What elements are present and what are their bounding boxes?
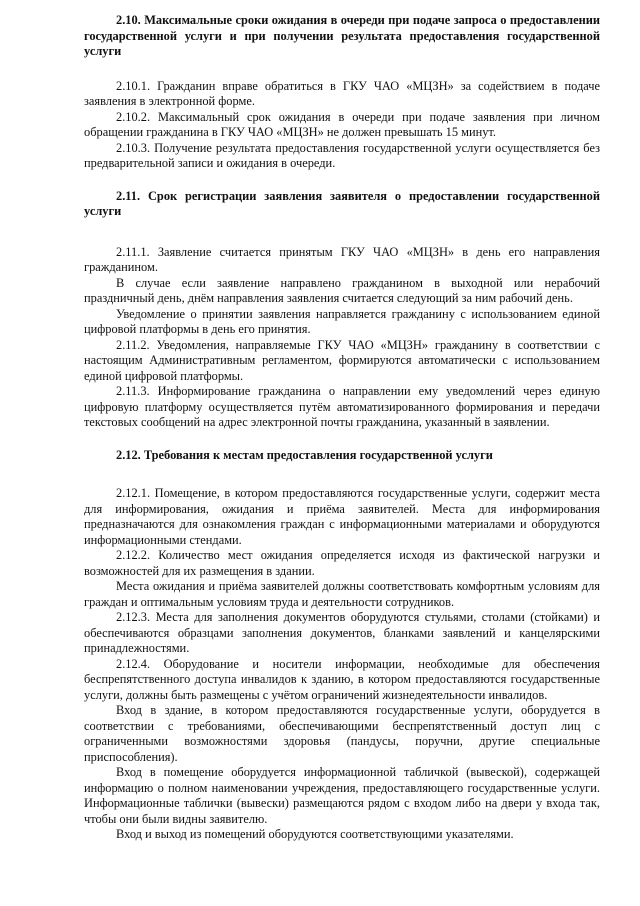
paragraph-2-12-3: 2.12.3. Места для заполнения документов оборудуются стульями, столами (стойками) и обеспечиваются образцами заполнения документов, бланками заявлений и канцелярскими принадлежностями. [84,610,600,655]
section-2-12-title: 2.12. Требования к местам предоставления государственной услуги [116,447,493,462]
paragraph-2-12-2: 2.12.2. Количество мест ожидания определяется исходя из фактической нагрузки и возможностей для их размещения в здании. [84,548,600,578]
section-2-11-title: 2.11. Срок регистрации заявления заявителя о предоставлении государственной услуги [84,188,600,218]
paragraph-2-11-1: 2.11.1. Заявление считается принятым ГКУ ЧАО «МЦЗН» в день его направления гражданином. [84,244,600,274]
paragraph-2-11-2: 2.11.2. Уведомления, направляемые ГКУ ЧАО «МЦЗН» гражданину в соответствии с настоящим Административным регламентом, формируются автоматически с использованием единой цифровой платформы. [84,337,600,383]
paragraph-building-entrance: Вход в здание, в котором предоставляются государственные услуги, оборудуется в соответствии с требованиями, обеспечивающими беспрепятственный доступ лиц с ограниченными возможностями здоровья (пандусы, поручни, другие специальные приспособления). [84,703,600,764]
paragraph-2-10-3: 2.10.3. Получение результата предоставления государственной услуги осуществляется без предварительной записи и ожидания в очереди. [84,140,600,170]
paragraph-acceptance-notice: Уведомление о принятии заявления направляется гражданину с использованием единой цифровой платформы в день его принятия. [84,306,600,336]
paragraph-2-12-1: 2.12.1. Помещение, в котором предоставляются государственные услуги, содержит места для информирования, ожидания и приёма заявителей. Места для информирования предназначаются для ознакомления граждан с информационными материалами и оборудуются информационными стендами. [84,486,600,547]
paragraph-2-12-4: 2.12.4. Оборудование и носители информации, необходимые для обеспечения беспрепятственного доступа инвалидов к зданию, в котором предоставляются государственные услуги, должны быть размещены с учётом ограничений жизнедеятельности инвалидов. [84,656,600,702]
section-2-10-title: 2.10. Максимальные сроки ожидания в очереди при подаче запроса о предоставлении государственной услуги и при получении результата предоставления государственной услуги [84,13,600,58]
paragraph-2-11-3: 2.11.3. Информирование гражданина о направлении ему уведомлений через единую цифровую платформу осуществляется путём автоматизированного формирования и передачи текстовых сообщений на адрес электронной почты гражданина, указанный в заявлении. [84,384,600,429]
paragraph-2-10-2: 2.10.2. Максимальный срок ожидания в очереди при подаче заявления при личном обращении гражданина в ГКУ ЧАО «МЦЗН» не должен превышать 15 минут. [84,109,600,139]
paragraph-information-sign: Вход в помещение оборудуется информационной табличкой (вывеской), содержащей информацию о полном наименовании учреждения, предоставляющего государственные услуги. Информационные таблички (вывески) размещаются рядом с входом либо на двери у входа так, чтобы они были видны заявителю. [84,765,600,826]
paragraph-2-10-1: 2.10.1. Гражданин вправе обратиться в ГКУ ЧАО «МЦЗН» за содействием в подаче заявления в электронной форме. [84,78,600,108]
paragraph-holiday-rule: В случае если заявление направлено гражданином в выходной или нерабочий праздничный день, днём направления заявления считается следующий за ним рабочий день. [84,275,600,305]
paragraph-waiting-areas: Места ожидания и приёма заявителей должны соответствовать комфортным условиям для граждан и оптимальным условиям труда и деятельности сотрудников. [84,579,600,609]
paragraph-exit-signs: Вход и выход из помещений оборудуются соответствующими указателями. [116,827,514,841]
